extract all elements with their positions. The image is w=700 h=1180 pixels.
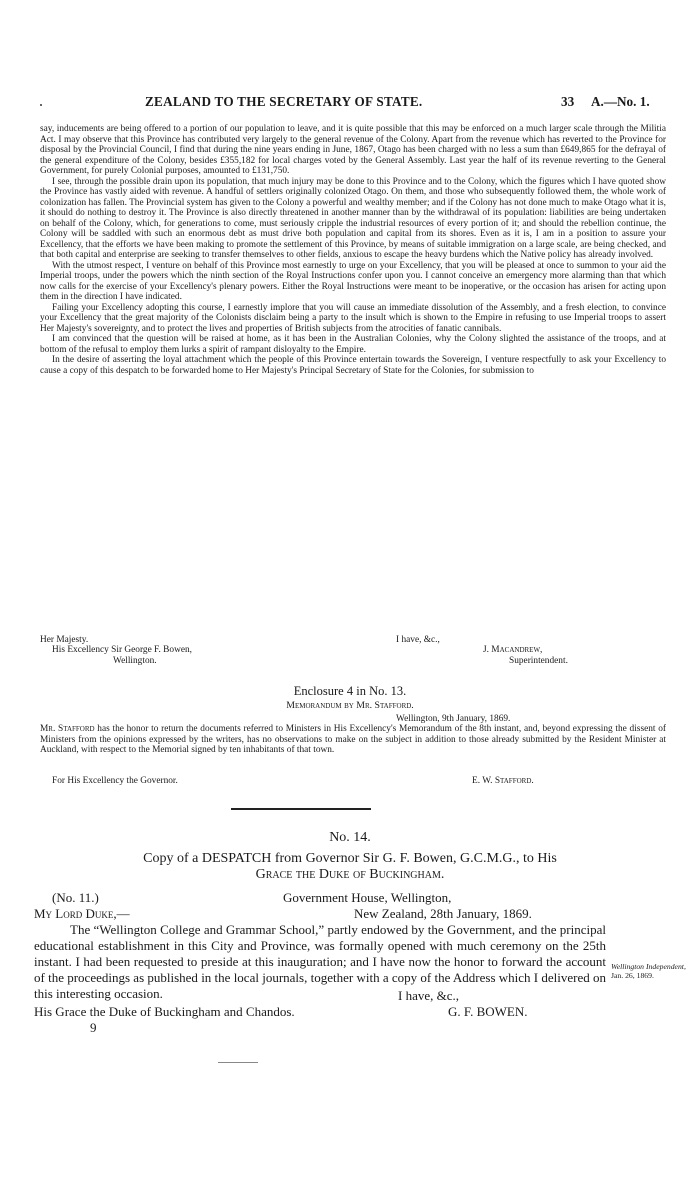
despatch-paragraph: The “Wellington College and Grammar School,” partly endowed by the Government, and the principal educational establishment in this City and Province, was formally opened with much ceremony on the 25th instant. I had been requested to preside at this inauguration; and I have now the honor to forward the account of the proceedings as published in the local journals, together with a copy of the Address which I delivered on this interesting occasion. (34, 922, 606, 1001)
letter-addressee: His Excellency Sir George F. Bowen, (52, 645, 192, 655)
margin-note-date: Jan. 26, 1869. (611, 971, 654, 980)
memo-signer: E. W. Stafford. (472, 776, 534, 786)
memo-text: has the honor to return the documents referred to Ministers in His Excellency's Memorandum of the 8th instant, and, beyond expressing the dissent of Ministers from the opinions expressed by the writers, has no observations to make on the subject in addition to those already submitted by the Resident Minister at Auckland, with respect to the Memorial signed by ten inhabitants of that town. (40, 724, 666, 755)
despatch-closing-row (34, 988, 666, 1004)
despatch-title-line-1: Copy of a DESPATCH from Governor Sir G. F. Bowen, G.C.M.G., to His (143, 851, 557, 866)
letter-paragraph: With the utmost respect, I venture on behalf of this Province most earnestly to urge on your Excellency, that you will be pleased at once to summon to your aid the Imperial troops, under the powers which the ninth section of the Royal Instructions confer upon you. I cannot conceive an emergency more alarming than that which now calls for the exercise of your Excellency's plenary powers. Either the Royal Instructions were meant to be inoperative, or the occasion has arisen for acting upon them in the direction I have indicated. (40, 260, 666, 302)
despatch-ref-row (34, 890, 666, 906)
letter-paragraph: I see, through the possible drain upon its population, that much injury may be done to this Province and to the Colony, which the figures which I have quoted show the Province has vastly aided with revenue. A handful of settlers originally colonized Otago. On them, and those who subsequently followed them, the whole work of colonization has fallen. The Provincial system has given to the Colony a powerful and wealthy member; and if the Colony has not done much to make Otago what it is, it should do nothing to destroy it. The Province is also directly threatened in another manner than by the withdrawal of its population: liabilities are being undertaken on behalf of the Colony, which, for generations to come, must seriously cripple the industrial resources of every portion of it; and should the rebellion continue, the Colony will be saddled with such an enormous debt as must drive both population and capital from its shores. Even as it is, I am in a position to assure your Excellency, that the efforts we have been making to promote the settlement of this Province, by means of suitable immigration on a large scale, are being checked, and that both capital and enterprise are seeking to transfer themselves to other fields, anxious to escape the heavy burdens which the Native policy has already involved. (40, 176, 666, 260)
despatch-mark-row (34, 1020, 666, 1036)
despatch-place-1: Government House, Wellington, (283, 890, 452, 905)
letter-signer: J. Macandrew, (483, 645, 543, 655)
despatch-closing: I have, &c., (398, 988, 460, 1003)
letter-addressee-place: Wellington. (113, 656, 157, 666)
letter-paragraph: Failing your Excellency adopting this course, I earnestly implore that you will cause an immediate dissolution of the Assembly, and a fresh election, to convince your Excellency that the great majority of the Colonists disclaim being a party to the insult which is shown to the Empire in refusing to use Imperial troops to assert Her Majesty's sovereignty, and to protect the lives and properties of British subjects from the atrocities of fanatic cannibals. (40, 302, 666, 334)
memo-title: Memorandum by Mr. Stafford. (286, 700, 414, 711)
letter-closing: I have, &c., (396, 635, 440, 645)
memo-body (40, 724, 666, 756)
paper-number: A.—No. 1. (591, 94, 650, 109)
memo-paragraph (40, 724, 666, 756)
page-number: 33 (561, 94, 575, 109)
letter-paragraph: I am convinced that the question will be raised at home, as it has been in the Australian Colonies, why the Colony slighted the assistance of the troops, and at bottom of the refusal to employ them lurks a spirit of rampant disloyalty to the Empire. (40, 334, 666, 355)
despatch-ref: (No. 11.) (52, 890, 99, 905)
section-divider (231, 808, 371, 810)
despatch-place-2: New Zealand, 28th January, 1869. (354, 906, 532, 921)
margin-note (611, 962, 687, 980)
despatch-signer: G. F. BOWEN. (448, 1004, 528, 1019)
running-title: ZEALAND TO THE SECRETARY OF STATE. (145, 94, 423, 109)
memo-footer-left: For His Excellency the Governor. (52, 776, 178, 786)
letter-last-line: Her Majesty. (40, 635, 89, 645)
memo-dateline: Wellington, 9th January, 1869. (396, 714, 511, 724)
letter-signature-row (40, 645, 666, 656)
footer-rule (218, 1062, 258, 1063)
despatch-addressee: His Grace the Duke of Buckingham and Chandos. (34, 1004, 295, 1019)
letter-paragraph: say, inducements are being offered to a portion of our population to leave, and it is quite possible that this may be enforced on a much larger scale through the Militia Act. I may observe that this Province has contributed very largely to the general revenue of the Colony. Apart from the revenue which has reverted to the Province for disposal by the Provincial Council, I find that during the nine years ending in June, 1867, Otago has been charged with no less a sum than £649,865 for the defrayal of the general expenditure of the Colony, besides £355,182 for local charges voted by the General Assembly. Last year the half of its revenue reverting to the General Government, for purely Colonial purposes, amounted to £131,750. (40, 124, 666, 176)
letter-place-row (40, 656, 666, 667)
despatch-salutation: My Lord Duke,— (34, 906, 130, 921)
memo-lead: Mr. Stafford (40, 724, 95, 734)
margin-note-source: Wellington Independent, (611, 962, 686, 971)
despatch-salutation-row (34, 906, 666, 922)
page-header (40, 94, 680, 110)
margin-mark (40, 104, 42, 106)
despatch-signature-row (34, 1004, 666, 1020)
signature-mark: 9 (90, 1020, 97, 1035)
letter-paragraph: In the desire of asserting the loyal attachment which the people of this Province entertain towards the Sovereign, I venture respectfully to ask your Excellency to cause a copy of this despatch to be forwarded home to Her Majesty's Principal Secretary of State for the Colonies, for submission to (40, 355, 666, 376)
letter-signer-title: Superintendent. (509, 656, 568, 666)
letter-body (40, 124, 666, 376)
despatch-title-line-2: Grace the Duke of Buckingham. (255, 867, 445, 882)
enclosure-heading: Enclosure 4 in No. 13. (293, 684, 407, 698)
memo-footer-row (40, 776, 666, 787)
despatch-number: No. 14. (329, 830, 371, 845)
